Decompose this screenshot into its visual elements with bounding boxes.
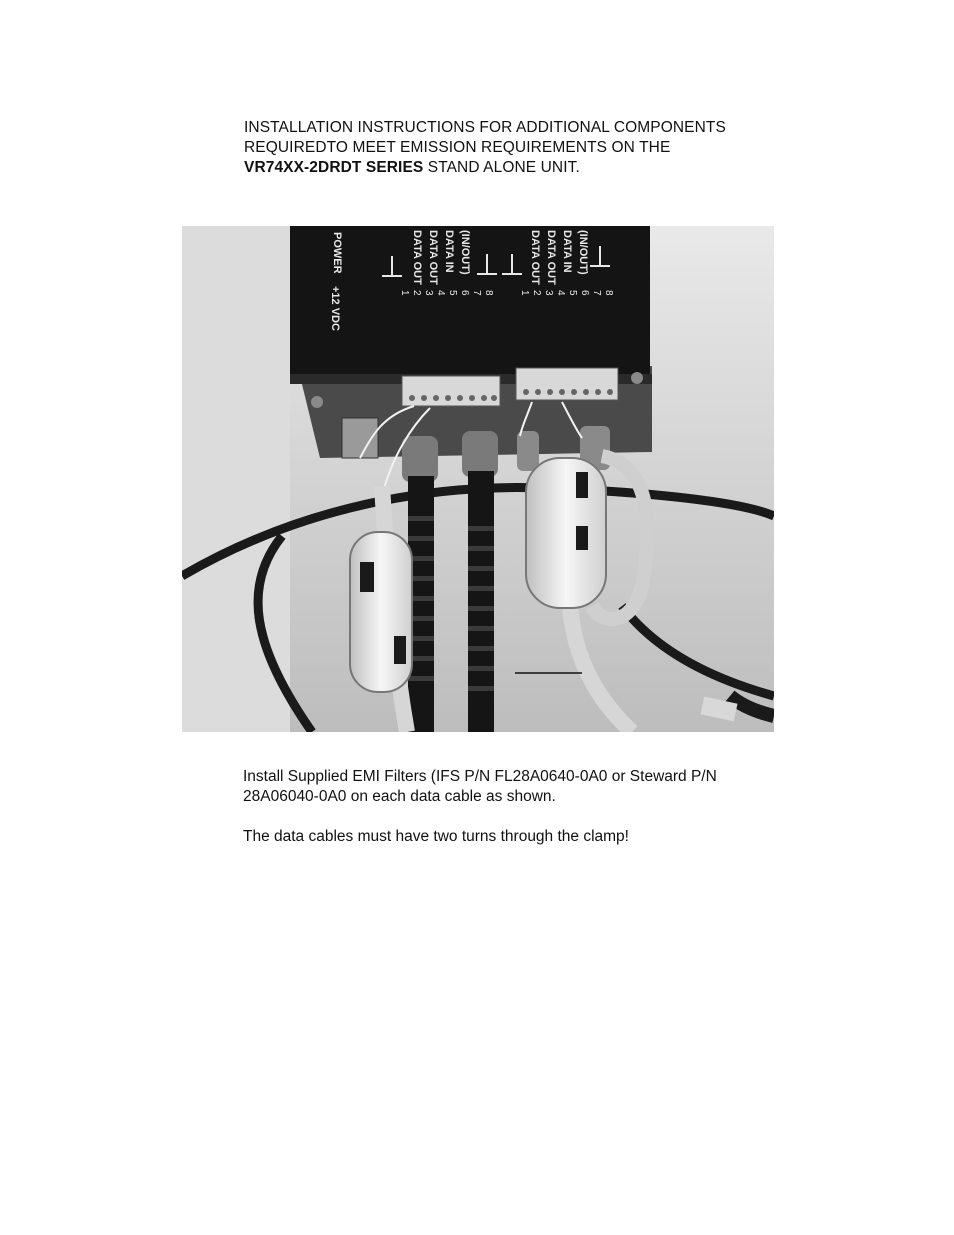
label-in-out: (IN/OUT) bbox=[459, 230, 471, 275]
document-caption bbox=[243, 767, 803, 847]
ch-a-3: 3 bbox=[423, 290, 434, 296]
ch-b-1: 1 bbox=[519, 290, 530, 296]
ch-b-6: 6 bbox=[579, 290, 590, 296]
terminal-block-a bbox=[402, 376, 500, 406]
ch-a-5: 5 bbox=[447, 290, 458, 296]
terminal-block-b bbox=[516, 368, 618, 400]
label-in-out-b: (IN/OUT) bbox=[577, 230, 589, 275]
series-name: VR74XX-2DRDT SERIES bbox=[244, 159, 424, 176]
voltage-label: +12 VDC bbox=[329, 286, 341, 331]
ch-a-4: 4 bbox=[435, 290, 446, 296]
emi-filter-left bbox=[350, 532, 412, 692]
document-heading bbox=[244, 118, 804, 178]
caption-line-1: Install Supplied EMI Filters (IFS P/N FL28A0640-0A0 or Steward P/N bbox=[243, 768, 717, 785]
ch-b-7: 7 bbox=[591, 290, 602, 296]
bnc-connector-1 bbox=[402, 436, 438, 482]
ch-b-3: 3 bbox=[543, 290, 554, 296]
caption-paragraph-2: The data cables must have two turns through the clamp! bbox=[243, 828, 629, 845]
ch-b-2: 2 bbox=[531, 290, 542, 296]
heading-line-1: INSTALLATION INSTRUCTIONS FOR ADDITIONAL COMPONENTS bbox=[244, 119, 726, 136]
label-data-in-b: DATA IN bbox=[561, 230, 573, 273]
label-data-out-c: DATA OUT bbox=[529, 230, 541, 285]
heading-line-2: REQUIREDTO MEET EMISSION REQUIREMENTS ON THE bbox=[244, 139, 671, 156]
label-data-out-d: DATA OUT bbox=[545, 230, 557, 285]
caption-line-2: 28A06040-0A0 on each data cable as shown. bbox=[243, 788, 556, 805]
ch-a-8: 8 bbox=[483, 290, 494, 296]
ch-a-7: 7 bbox=[471, 290, 482, 296]
installation-photo bbox=[182, 226, 774, 732]
label-data-out-a: DATA OUT bbox=[411, 230, 423, 285]
label-data-out-b: DATA OUT bbox=[427, 230, 439, 285]
ch-a-6: 6 bbox=[459, 290, 470, 296]
bnc-connector-2 bbox=[462, 431, 498, 477]
ch-a-1: 1 bbox=[399, 290, 410, 296]
ch-b-8: 8 bbox=[603, 290, 614, 296]
caption-paragraph-1 bbox=[243, 767, 803, 807]
ch-b-5: 5 bbox=[567, 290, 578, 296]
ch-a-2: 2 bbox=[411, 290, 422, 296]
ch-b-4: 4 bbox=[555, 290, 566, 296]
heading-line-3 bbox=[244, 158, 804, 178]
emi-filter-right bbox=[526, 458, 606, 608]
heading-line-3-rest: STAND ALONE UNIT. bbox=[423, 159, 580, 176]
label-data-in: DATA IN bbox=[443, 230, 455, 273]
power-label: POWER bbox=[331, 232, 343, 274]
